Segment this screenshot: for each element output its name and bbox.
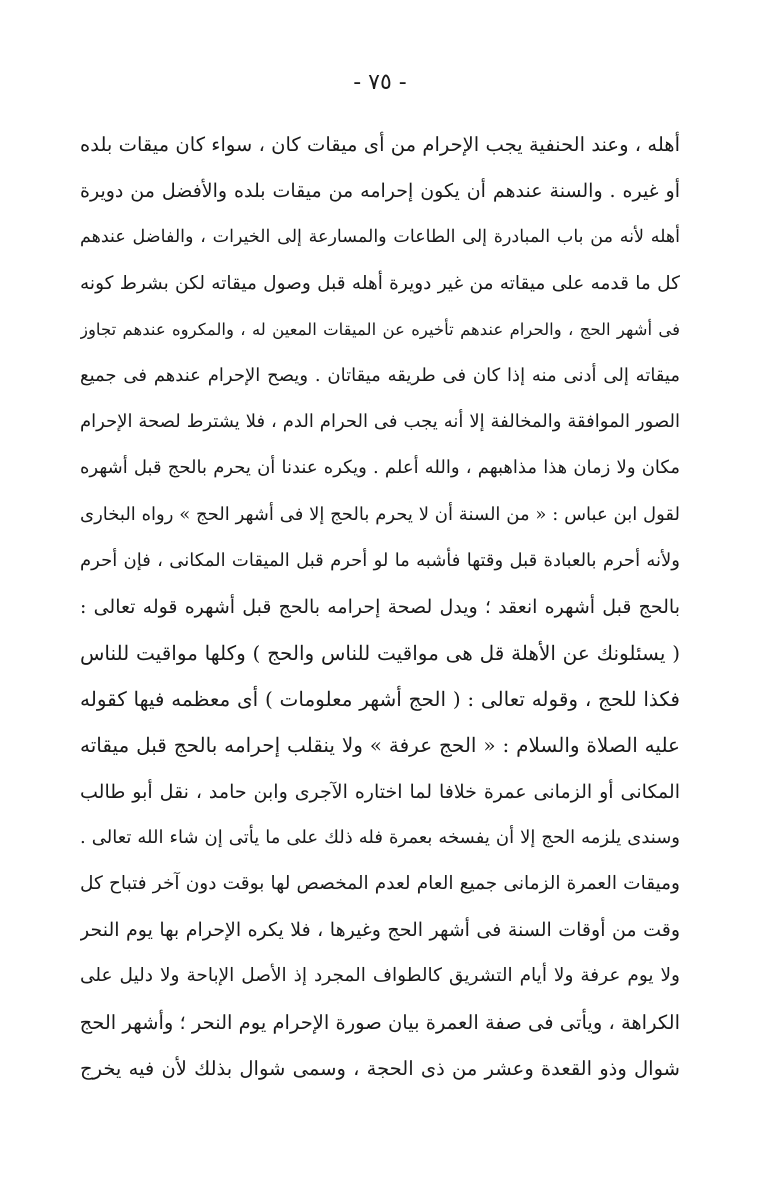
text-line: ولا يوم عرفة ولا أيام التشريق كالطواف المجرد إذ الأصل الإباحة ولا دليل على bbox=[80, 965, 680, 987]
text-line: ميقاته إلى أدنى منه إذا كان فى طريقه ميقاتان . ويصح الإحرام عندهم فى جميع bbox=[80, 364, 680, 386]
text-line: الصور الموافقة والمخالفة إلا أنه يجب فى الحرام الدم ، فلا يشترط لصحة الإحرام bbox=[80, 411, 680, 433]
text-line: وميقات العمرة الزمانى جميع العام لعدم المخصص لها بوقت دون آخر فتباح كل bbox=[80, 873, 680, 894]
page-number: - ٧٥ - bbox=[353, 70, 407, 95]
text-line: ولأنه أحرم بالعبادة قبل وقتها فأشبه ما لو أحرم قبل الميقات المكانى ، فإن أحرم bbox=[80, 549, 680, 571]
text-line: وسندى يلزمه الحج إلا أن يفسخه بعمرة فله ذلك على ما يأتى إن شاء الله تعالى . bbox=[80, 826, 680, 848]
text-line: بالحج قبل أشهره انعقد ؛ ويدل لصحة إحرامه بالحج قبل أشهره قوله تعالى : bbox=[80, 595, 680, 618]
text-line: مكان ولا زمان هذا مذاهبهم ، والله أعلم . ويكره عندنا أن يحرم بالحج قبل أشهره bbox=[80, 457, 680, 479]
text-line: أهله ، وعند الحنفية يجب الإحرام من أى ميقات كان ، سواء كان ميقات بلده bbox=[80, 133, 680, 156]
text-line: شوال وذو القعدة وعشر من ذى الحجة ، وسمى شوال بذلك لأن فيه يخرج bbox=[80, 1056, 680, 1080]
text-line: عليه الصلاة والسلام : « الحج عرفة » ولا ينقلب إحرامه بالحج قبل ميقاته bbox=[80, 733, 680, 758]
text-line: المكانى أو الزمانى عمرة خلافا لما اختاره الآجرى وابن حامد ، نقل أبو طالب bbox=[80, 780, 680, 803]
text-line: لقول ابن عباس : « من السنة أن لا يحرم بالحج إلا فى أشهر الحج » رواه البخارى bbox=[80, 503, 680, 525]
text-line: أهله لأنه من باب المبادرة إلى الطاعات والمسارعة إلى الخيرات ، والفاضل عندهم bbox=[80, 227, 680, 248]
text-line: ( يسئلونك عن الأهلة قل هى مواقيت للناس والحج ) وكلها مواقيت للناس bbox=[80, 641, 680, 666]
text-line: فكذا للحج ، وقوله تعالى : ( الحج أشهر معلومات ) أى معظمه فيها كقوله bbox=[80, 687, 680, 712]
text-line: كل ما قدمه على ميقاته من غير دويرة أهله قبل وصول ميقاته لكن بشرط كونه bbox=[80, 272, 680, 294]
body-text bbox=[80, 122, 680, 1092]
text-line: أو غيره . والسنة عندهم أن يكون إحرامه من ميقات بلده والأفضل من دويرة bbox=[80, 180, 680, 203]
text-line: وقت من أوقات السنة فى أشهر الحج وغيرها ، فلا يكره الإحرام بها يوم النحر bbox=[80, 919, 680, 942]
text-line: فى أشهر الحج ، والحرام عندهم تأخيره عن الميقات المعين له ، والمكروه عندهم تجاوز bbox=[80, 319, 680, 339]
text-line: الكراهة ، ويأتى فى صفة العمرة بيان صورة الإحرام يوم النحر ؛ وأشهر الحج bbox=[80, 1010, 680, 1034]
